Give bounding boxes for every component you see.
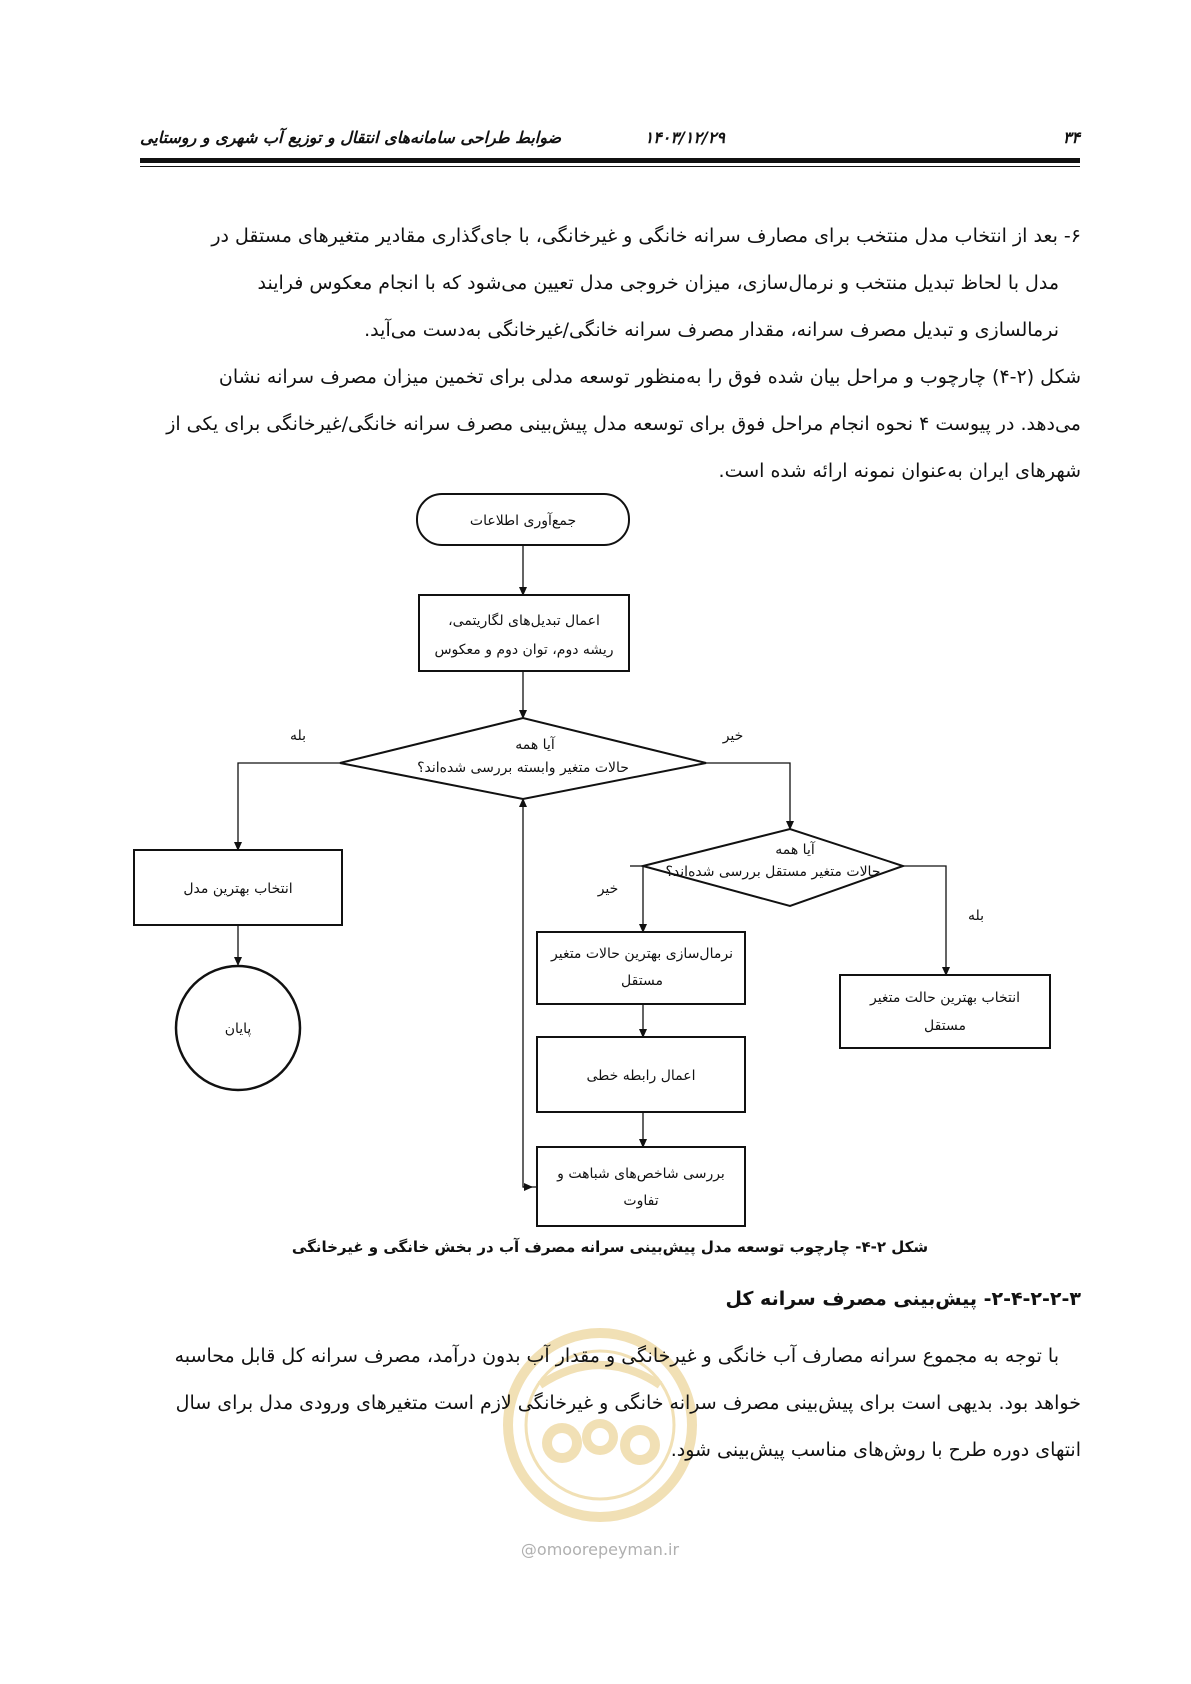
paragraph-line: ۶- بعد از انتخاب مدل منتخب برای مصارف سرانه خانگی و غیرخانگی، با جای‌گذاری مقادیر متغیرهای مستقل در: [211, 225, 1081, 247]
check-indices-box: [537, 1147, 745, 1226]
paragraph-line: با توجه به مجموع سرانه مصارف آب خانگی و غیرخانگی و مقدار آب بدون درآمد، مصرف سرانه کل قابل محاسبه: [174, 1345, 1059, 1367]
transform-label-line: اعمال تبدیل‌های لگاریتمی،: [448, 613, 600, 629]
paragraph-line: شکل (۲-۴) چارچوب و مراحل بیان شده فوق را به‌منظور توسعه مدلی برای تخمین میزان مصرف سرانه نشان: [218, 366, 1081, 388]
figure-caption: شکل ۲-۴- چارچوب توسعه مدل پیش‌بینی سرانه مصرف آب در بخش خانگی و غیرخانگی: [291, 1238, 929, 1256]
select-best-state-label-line: مستقل: [924, 1018, 966, 1034]
header-title: ضوابط طراحی سامانه‌های انتقال و توزیع آب شهری و روستایی: [140, 128, 562, 147]
decision1-no-label: خیر: [722, 728, 744, 744]
watermark-url: @omoorepeyman.ir: [520, 1540, 680, 1559]
start-label: جمع‌آوری اطلاعات: [469, 513, 577, 529]
decision2-label-line: آیا همه: [775, 842, 815, 858]
paragraph-line: خواهد بود. بدیهی است برای پیش‌بینی مصرف سرانه خانگی و غیرخانگی لازم است متغیرهای ورودی مدل برای سال: [175, 1392, 1081, 1414]
decision1-label-line: آیا همه: [515, 737, 555, 753]
decision2-no-label: خیر: [597, 881, 619, 897]
header-rule-thin: [140, 166, 1080, 167]
line-decision1-no: [706, 763, 790, 818]
flowchart-diagram: [0, 480, 1191, 1230]
section-heading: ۲-۴-۲-۲-۳- پیش‌بینی مصرف سرانه کل: [725, 1288, 1081, 1310]
select-best-state-box: [840, 975, 1050, 1048]
arrow-check-to-decision1: [523, 799, 537, 1187]
paragraph-line: انتهای دوره طرح با روش‌های مناسب پیش‌بینی شود.: [670, 1439, 1081, 1461]
check-indices-label-line: تفاوت: [623, 1193, 659, 1209]
header-rule-thick: [140, 158, 1080, 163]
normalize-label-line: مستقل: [621, 973, 663, 989]
decision1-yes-label: بله: [289, 728, 307, 744]
linear-relation-label: اعمال رابطه خطی: [586, 1068, 696, 1084]
transform-label-line: ریشه دوم، توان دوم و معکوس: [434, 642, 614, 658]
normalize-label-line: نرمال‌سازی بهترین حالات متغیر: [551, 946, 733, 962]
paragraph-total-per-capita: [141, 1333, 1081, 1474]
paragraph-figure-intro: [141, 354, 1081, 495]
select-best-state-label-line: انتخاب بهترین حالت متغیر: [869, 990, 1021, 1006]
header-date: ۱۴۰۳/۱۲/۲۹: [644, 128, 725, 147]
paragraph-step6: [141, 213, 1081, 354]
paragraph-line: می‌دهد. در پیوست ۴ نحوه انجام مراحل فوق برای توسعه مدل پیش‌بینی مصرف سرانه خانگی/غیرخانگی برای یکی از: [166, 413, 1081, 435]
decision1-diamond: [340, 718, 706, 799]
decision2-yes-label: بله: [967, 908, 985, 924]
select-best-model-label: انتخاب بهترین مدل: [183, 881, 293, 897]
check-indices-label-line: بررسی شاخص‌های شباهت و: [557, 1166, 725, 1182]
paragraph-line: شهرهای ایران به‌عنوان نمونه ارائه شده است.: [718, 460, 1081, 482]
arrow-decision2-yes: [903, 866, 946, 975]
decision2-label-line: حالات متغیر مستقل بررسی شده‌اند؟: [665, 864, 881, 880]
decision1-label-line: حالات متغیر وابسته بررسی شده‌اند؟: [417, 760, 629, 776]
transform-box: [419, 595, 629, 671]
page-number: ۳۴: [1062, 128, 1080, 147]
paragraph-line: مدل با لحاظ تبدیل منتخب و نرمال‌سازی، میزان خروجی مدل تعیین می‌شود که با انجام معکوس فرایند: [257, 272, 1059, 294]
end-label: پایان: [224, 1021, 252, 1037]
paragraph-line: نرمالسازی و تبدیل مصرف سرانه، مقدار مصرف سرانه خانگی/غیرخانگی به‌دست می‌آید.: [364, 319, 1059, 341]
arrow-decision1-yes: [238, 763, 340, 850]
normalize-box: [537, 932, 745, 1004]
